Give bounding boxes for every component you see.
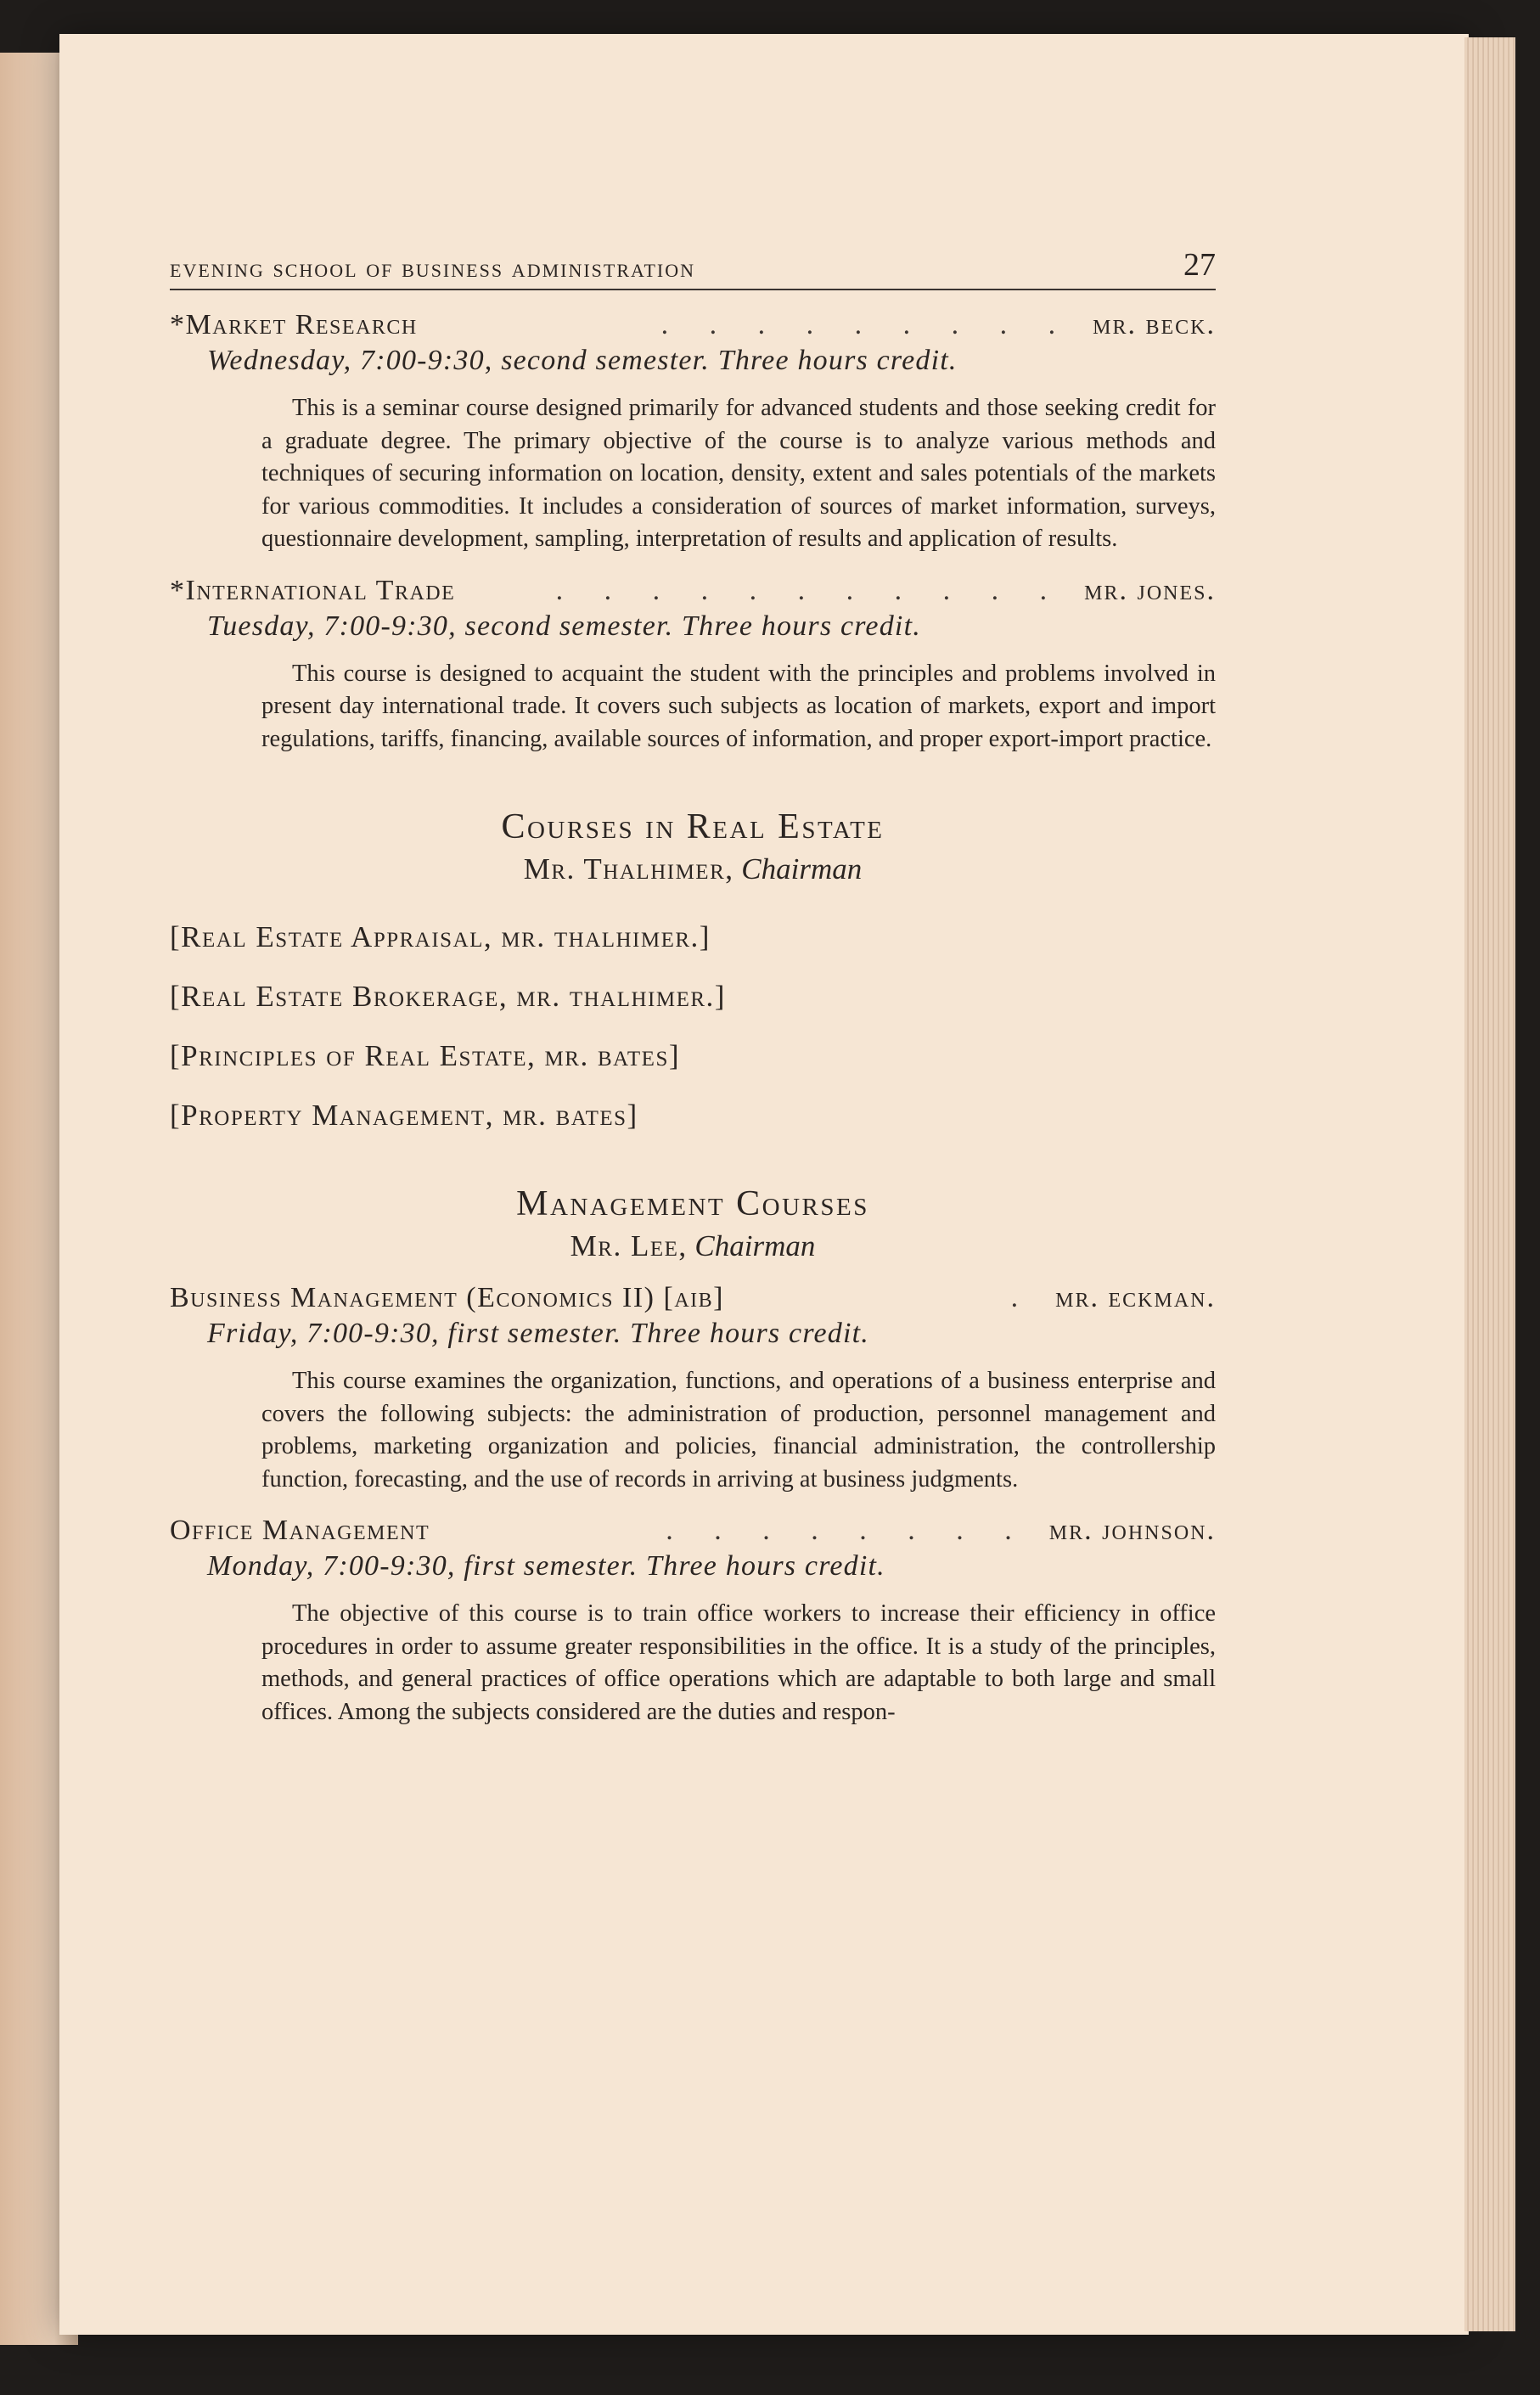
course-description: This course is designed to acquaint the student with the principles and problems involved in present day international trade. It covers such subjects as location of markets, export and import regulations, tariffs, financing, available sources of information, and proper export-import practice. <box>261 660 1216 752</box>
course-schedule: Tuesday, 7:00-9:30, second semester. Three hours credit. <box>207 610 921 642</box>
course-instructor: mr. jones. <box>1084 574 1216 606</box>
course-international-trade <box>170 575 1216 756</box>
page-content <box>170 246 1216 1729</box>
course-heading-line <box>170 309 1216 341</box>
section-heading-real-estate: Courses in Real Estate <box>501 807 885 846</box>
course-schedule: Monday, 7:00-9:30, first semester. Three hours credit. <box>207 1550 885 1582</box>
dot-leader: . <box>1010 1282 1036 1313</box>
chairman-name: Mr. Lee, <box>570 1229 688 1262</box>
chairman-role: Chairman <box>741 852 863 885</box>
course-title: *International Trade <box>170 574 456 606</box>
course-title: *Market Research <box>170 309 418 340</box>
dot-leader: . . . . . . . . <box>666 1515 1029 1546</box>
course-market-research <box>170 309 1216 556</box>
running-head <box>170 246 1216 290</box>
course-heading-line <box>170 575 1216 607</box>
list-item: [Real Estate Appraisal, mr. thalhimer.] <box>170 920 711 953</box>
course-business-management <box>170 1282 1216 1496</box>
page-number: 27 <box>1183 247 1216 283</box>
course-title: Office Management <box>170 1515 430 1546</box>
list-item: [Principles of Real Estate, mr. bates] <box>170 1039 681 1072</box>
list-item: [Property Management, mr. bates] <box>170 1099 638 1132</box>
course-description: This is a seminar course designed primarily for advanced students and those seeking credit for a graduate degree. The primary objective of the course is to analyze various methods and techniques of securing information on location, density, extent and sales potentials of the markets for various commodities. It includes a consideration of sources of market information, surveys, questionnaire development, sampling, interpretation of results and application of results. <box>261 395 1216 552</box>
section-heading-management: Management Courses <box>516 1184 869 1223</box>
real-estate-course-list <box>170 920 1216 1133</box>
chairman-role: Chairman <box>694 1229 816 1262</box>
course-schedule: Wednesday, 7:00-9:30, second semester. Three hours credit. <box>207 345 958 376</box>
course-schedule: Friday, 7:00-9:30, first semester. Three hours credit. <box>207 1318 869 1349</box>
course-heading-line <box>170 1282 1216 1314</box>
course-instructor: mr. eckman. <box>1055 1282 1216 1313</box>
dot-leader: . . . . . . . . . . . <box>555 574 1065 606</box>
course-heading-line <box>170 1515 1216 1547</box>
list-item: [Real Estate Brokerage, mr. thalhimer.] <box>170 980 726 1013</box>
section-chairman-real-estate <box>170 852 1216 886</box>
dot-leader: . . . . . . . . . <box>660 309 1073 340</box>
course-title: Business Management (Economics II) [aib] <box>170 1282 724 1313</box>
course-instructor: mr. beck. <box>1093 309 1216 340</box>
section-chairman-management <box>170 1229 1216 1263</box>
page-stack-edge <box>1464 37 1515 2331</box>
course-instructor: mr. johnson. <box>1048 1515 1216 1546</box>
course-description: This course examines the organization, functions, and operations of a business enterprise and covers the following subjects: the administration of production, personnel management and problems, marketing organization and policies, financial administration, the controllership function, forecasting, and the use of records in arriving at business judgments. <box>261 1368 1216 1493</box>
course-description: The objective of this course is to train office workers to increase their efficiency in office procedures in order to assume greater responsibilities in the office. It is a study of the principles, methods, and general practices of office operations which are adaptable to both large and small offices. Among the subjects considered are the duties and respon- <box>261 1600 1216 1725</box>
chairman-name: Mr. Thalhimer, <box>523 852 734 885</box>
running-head-title: evening school of business administration <box>170 253 696 283</box>
course-office-management <box>170 1515 1216 1729</box>
